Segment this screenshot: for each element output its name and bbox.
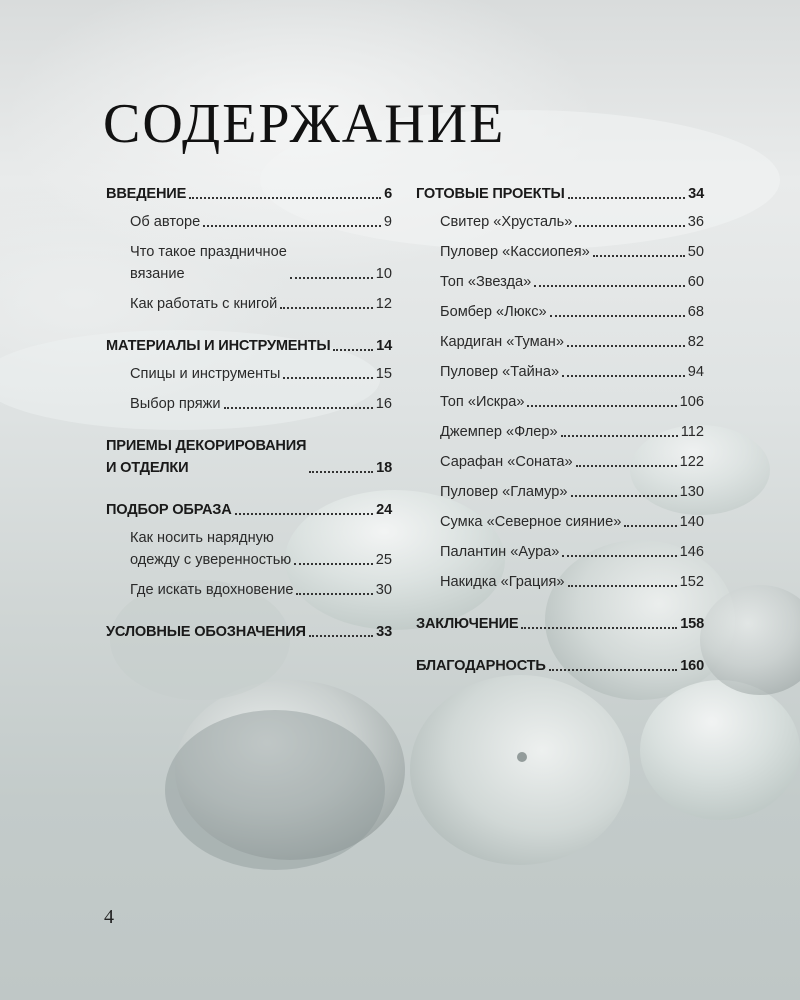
toc-item-page: 50 (687, 244, 704, 260)
toc-item-page: 12 (375, 296, 392, 312)
toc-item-label: Как работать с книгой (130, 296, 278, 312)
toc-section-heading-page: 6 (384, 186, 392, 202)
toc-section-heading-page: 158 (680, 616, 704, 632)
toc-item[interactable] (416, 391, 704, 413)
dot-leader (283, 377, 372, 379)
toc-item[interactable] (416, 271, 704, 293)
dot-leader (550, 315, 685, 317)
toc-item-label: Накидка «Грация» (440, 574, 565, 590)
dot-leader (290, 277, 373, 279)
toc-item-label: Что такое праздничное вязание (130, 244, 287, 282)
toc-item[interactable] (416, 481, 704, 503)
toc-item-label: Как носить нарядную одежду с уверенностью (130, 530, 292, 568)
dot-leader (309, 471, 373, 473)
toc-section-heading-label: ЗАКЛЮЧЕНИЕ (416, 616, 519, 632)
toc-item-page: 60 (687, 274, 704, 290)
dot-leader (593, 255, 685, 257)
toc-section (106, 183, 392, 315)
toc-section (106, 435, 392, 479)
toc-section-heading[interactable] (106, 621, 392, 643)
toc-item-label: Выбор пряжи (130, 396, 221, 412)
toc-section-heading[interactable] (106, 335, 392, 357)
dot-leader (561, 435, 678, 437)
toc-item-label: Пуловер «Тайна» (440, 364, 560, 380)
toc-right-column (416, 183, 704, 697)
toc-section-heading-label: УСЛОВНЫЕ ОБОЗНАЧЕНИЯ (106, 624, 306, 640)
dot-leader (333, 349, 373, 351)
dot-leader (562, 555, 676, 557)
toc-item-page: 25 (375, 552, 392, 568)
dot-leader (235, 513, 374, 515)
toc-item-page: 130 (679, 484, 704, 500)
toc-item[interactable] (416, 361, 704, 383)
toc-section-heading[interactable] (106, 183, 392, 205)
toc-section-heading-page: 33 (376, 624, 392, 640)
toc-item-label: Кардиган «Туман» (440, 334, 564, 350)
dot-leader (567, 345, 685, 347)
toc-item-label: Топ «Искра» (440, 394, 525, 410)
toc-item-label: Пуловер «Кассиопея» (440, 244, 590, 260)
toc-item[interactable] (416, 421, 704, 443)
toc-item-page: 36 (687, 214, 704, 230)
dot-leader (571, 495, 677, 497)
dot-leader (624, 525, 676, 527)
toc-item-page: 140 (679, 514, 704, 530)
toc-item-page: 112 (680, 424, 704, 440)
toc-section-heading[interactable] (106, 435, 392, 479)
toc-item[interactable] (106, 527, 392, 571)
toc-section-heading[interactable] (416, 183, 704, 205)
toc-item-page: 94 (687, 364, 704, 380)
toc-item-label: Спицы и инструменты (130, 366, 281, 382)
toc-item-label: Палантин «Аура» (440, 544, 560, 560)
toc-item[interactable] (106, 393, 392, 415)
toc-item-page: 9 (383, 214, 392, 230)
dot-leader (203, 225, 381, 227)
page-title: СОДЕРЖАНИЕ (103, 93, 506, 155)
toc-section (416, 655, 704, 677)
dot-leader (527, 405, 676, 407)
toc-section-heading-label: ПОДБОР ОБРАЗА (106, 502, 232, 518)
dot-leader (309, 635, 373, 637)
toc-item-label: Топ «Звезда» (440, 274, 532, 290)
toc-section (106, 335, 392, 415)
toc-section-heading-page: 14 (376, 338, 392, 354)
toc-item-page: 146 (679, 544, 704, 560)
dot-leader (562, 375, 685, 377)
toc-item-page: 82 (687, 334, 704, 350)
toc-section (416, 183, 704, 593)
toc-item[interactable] (416, 541, 704, 563)
toc-item[interactable] (416, 511, 704, 533)
toc-section-heading-label: БЛАГОДАРНОСТЬ (416, 658, 546, 674)
toc-section-heading-page: 160 (680, 658, 704, 674)
toc-item[interactable] (416, 331, 704, 353)
toc-item-page: 15 (375, 366, 392, 382)
toc-item[interactable] (106, 363, 392, 385)
toc-item-label: Где искать вдохновение (130, 582, 294, 598)
toc-item[interactable] (106, 293, 392, 315)
toc-section-heading-label: ГОТОВЫЕ ПРОЕКТЫ (416, 186, 565, 202)
toc-left-column (106, 183, 392, 663)
toc-section-heading-label: МАТЕРИАЛЫ И ИНСТРУМЕНТЫ (106, 338, 331, 354)
toc-section-heading-page: 18 (376, 460, 392, 476)
toc-item[interactable] (416, 211, 704, 233)
toc-item[interactable] (416, 571, 704, 593)
toc-item-label: Джемпер «Флер» (440, 424, 558, 440)
toc-item-label: Сумка «Северное сияние» (440, 514, 622, 530)
toc-section-heading-page: 24 (376, 502, 392, 518)
toc-item-page: 106 (679, 394, 704, 410)
toc-item-page: 152 (679, 574, 704, 590)
dot-leader (549, 669, 678, 671)
dot-leader (296, 593, 372, 595)
dot-leader (575, 225, 684, 227)
toc-item[interactable] (416, 451, 704, 473)
toc-item-label: Бомбер «Люкс» (440, 304, 547, 320)
toc-section (416, 613, 704, 635)
toc-item[interactable] (416, 301, 704, 323)
toc-item-page: 68 (687, 304, 704, 320)
toc-item-label: Свитер «Хрусталь» (440, 214, 573, 230)
toc-section-heading-page: 34 (688, 186, 704, 202)
dot-leader (568, 197, 686, 199)
toc-item[interactable] (106, 579, 392, 601)
dot-leader (568, 585, 677, 587)
toc-item-label: Сарафан «Соната» (440, 454, 573, 470)
dot-leader (189, 197, 381, 199)
toc-item-page: 16 (375, 396, 392, 412)
dot-leader (224, 407, 373, 409)
dot-leader (521, 627, 677, 629)
toc-item[interactable] (106, 241, 392, 285)
toc-section-heading[interactable] (106, 499, 392, 521)
toc-item-label: Об авторе (130, 214, 201, 230)
toc-item[interactable] (106, 211, 392, 233)
toc-item-page: 122 (679, 454, 704, 470)
toc-section-heading[interactable] (416, 613, 704, 635)
toc-section (106, 499, 392, 601)
toc-item[interactable] (416, 241, 704, 263)
toc-item-page: 10 (375, 266, 392, 282)
toc-section-heading[interactable] (416, 655, 704, 677)
toc-item-label: Пуловер «Гламур» (440, 484, 568, 500)
page-number: 4 (104, 906, 114, 928)
dot-leader (534, 285, 684, 287)
dot-leader (280, 307, 372, 309)
toc-item-page: 30 (375, 582, 392, 598)
toc-section (106, 621, 392, 643)
toc-section-heading-label: ВВЕДЕНИЕ (106, 186, 187, 202)
dot-leader (294, 563, 373, 565)
dot-leader (576, 465, 677, 467)
toc-section-heading-label: ПРИЕМЫ ДЕКОРИРОВАНИЯ И ОТДЕЛКИ (106, 438, 307, 476)
